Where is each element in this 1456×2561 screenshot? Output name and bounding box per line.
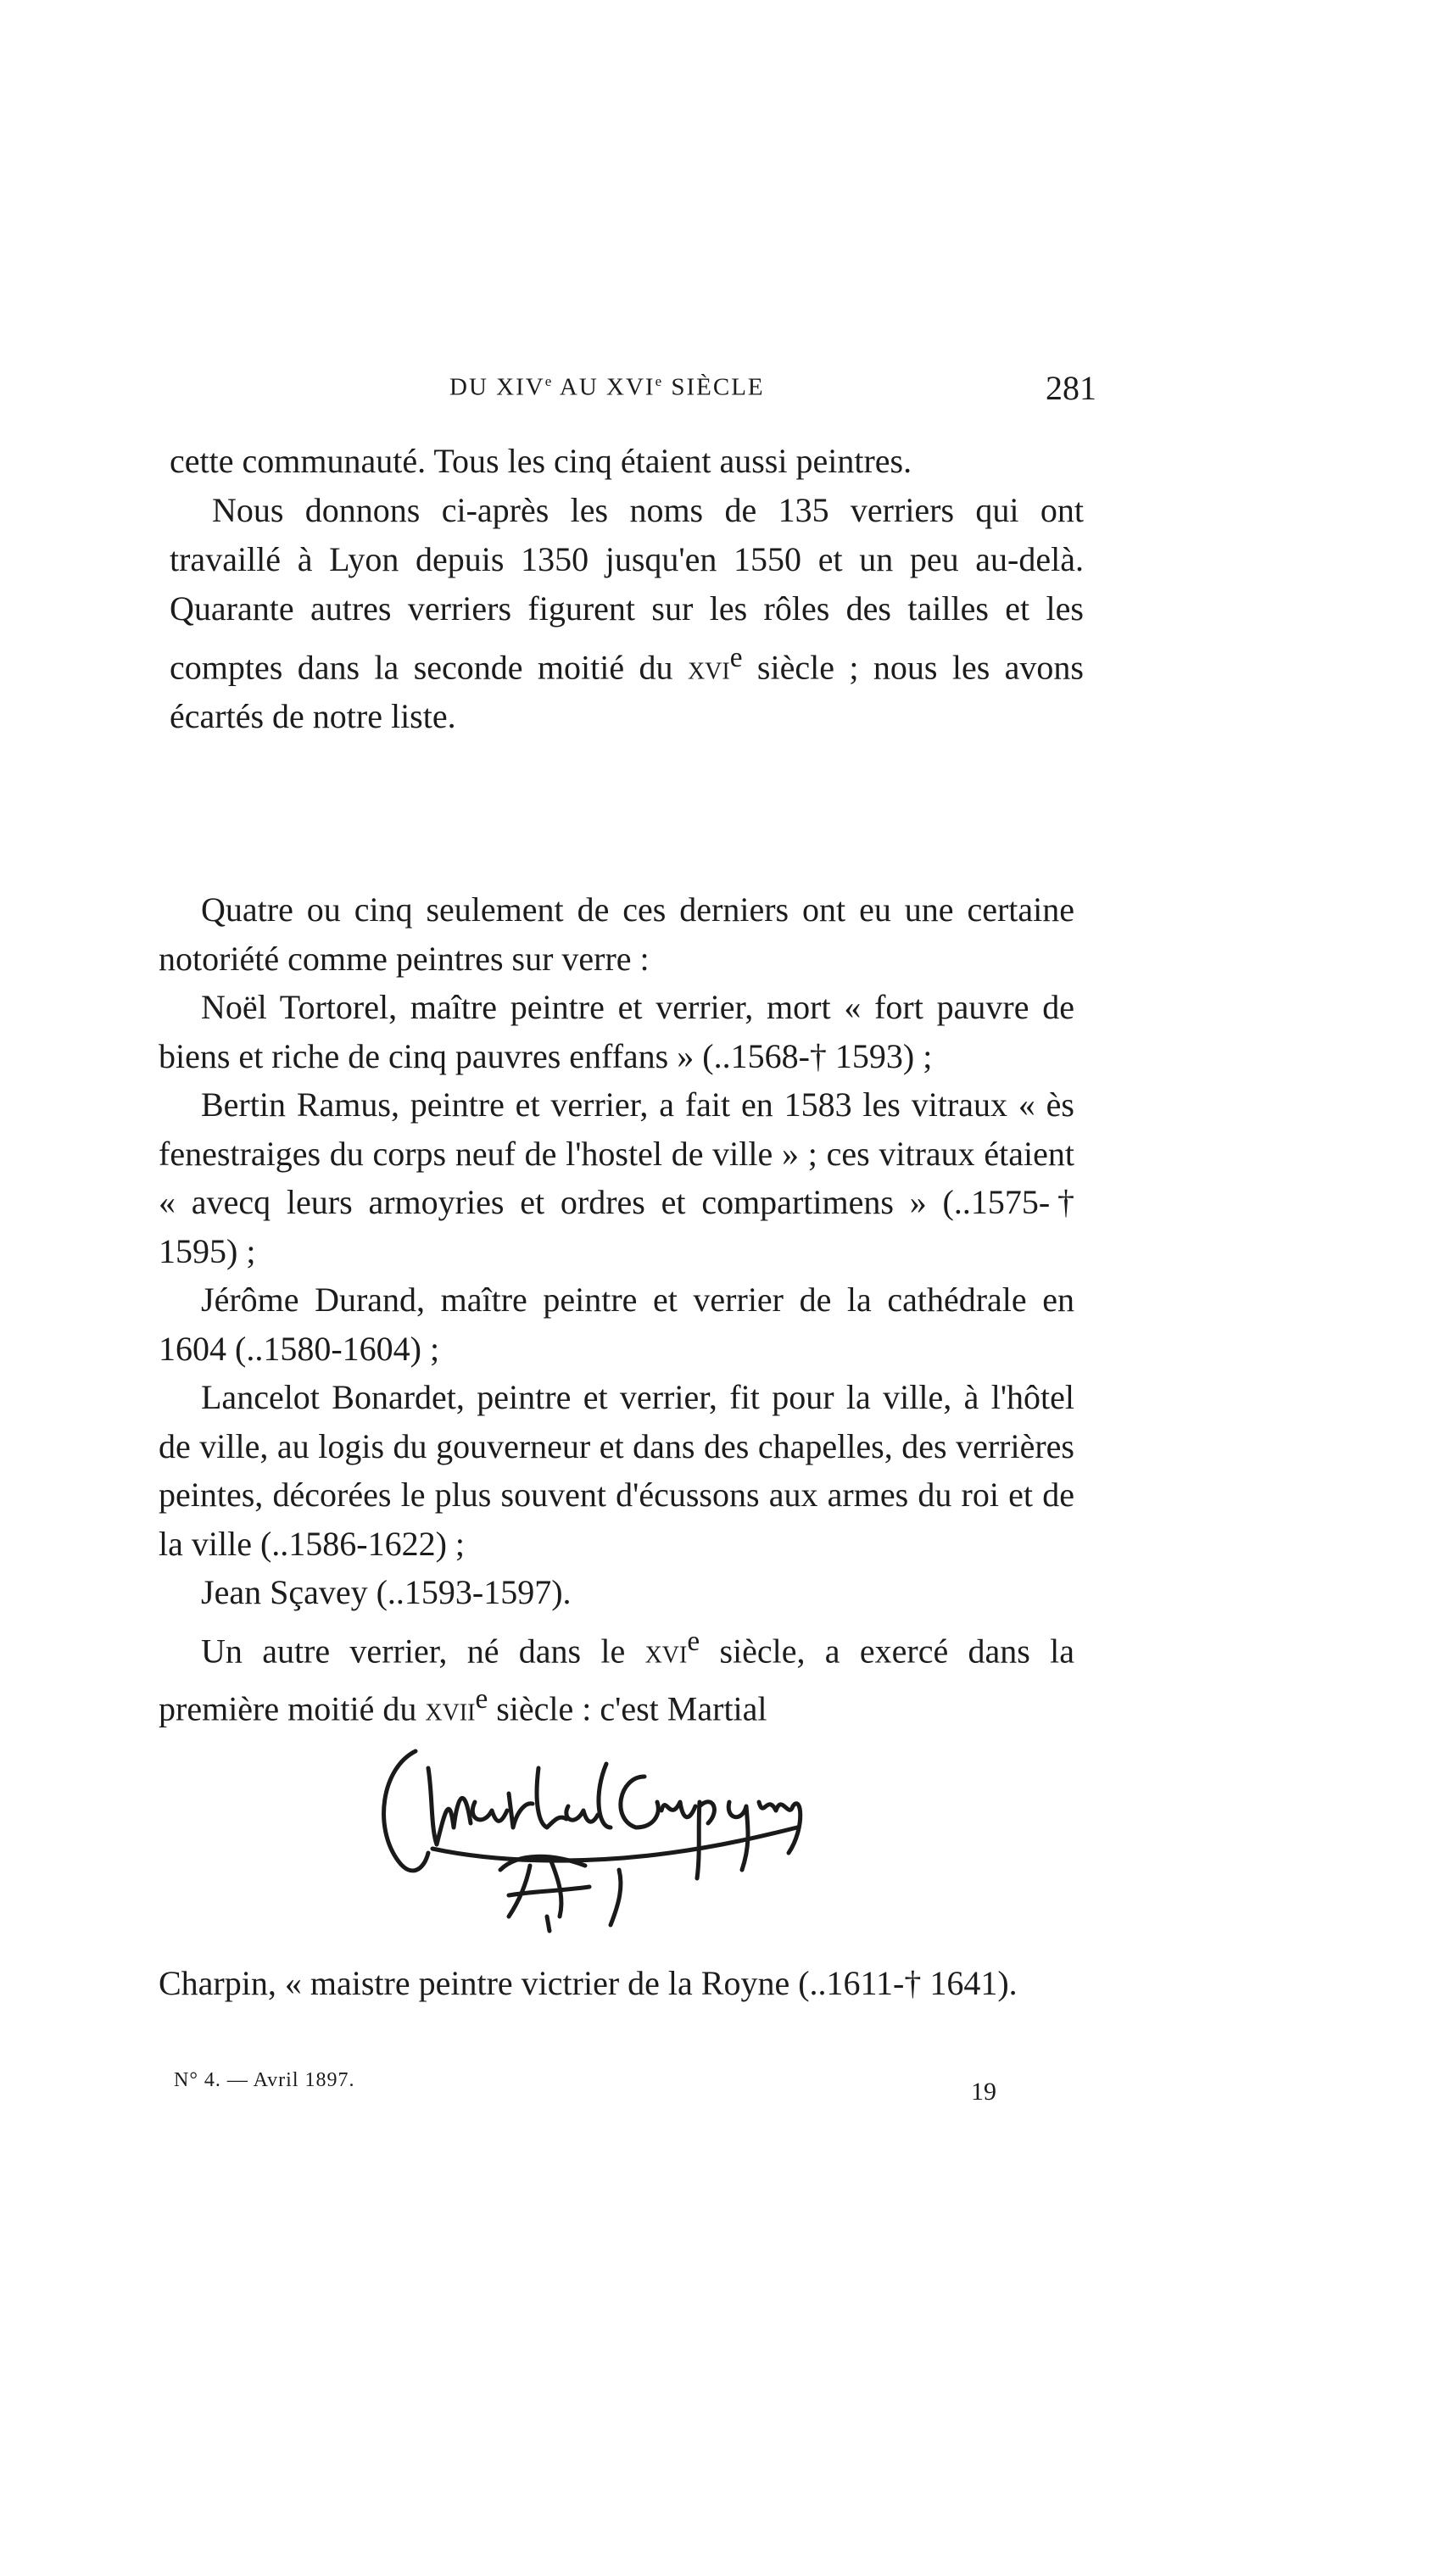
running-title-part: SIÈCLE xyxy=(663,373,765,401)
century-numeral: xvii xyxy=(425,1689,476,1728)
paragraph-text: Un autre verrier, né dans le xyxy=(201,1631,645,1670)
paragraph: Charpin, « maistre peintre victrier de la Royne (..1611-† 1641). xyxy=(159,1964,1018,2002)
century-sup: e xyxy=(475,1683,488,1716)
signature-mark: 19 xyxy=(971,2078,996,2106)
running-title-sup: e xyxy=(544,373,554,389)
signature-drawing xyxy=(365,1743,865,1946)
paragraph: Jérôme Durand, maître peintre et verrier de la cathédrale en 1604 (..1580-1604) ; xyxy=(159,1280,1074,1368)
page-number: 281 xyxy=(1046,369,1096,407)
text-block-top xyxy=(170,437,1084,741)
running-title-sup: e xyxy=(655,373,664,389)
paragraph: Bertin Ramus, peintre et verrier, a fait en 1583 les vitraux « ès fenestraiges du corps neuf de l'hostel de ville » ; ces vitraux étaient « avecq leurs armoyries et ordres et compartimens » (..1575-† 1595) ; xyxy=(159,1085,1074,1270)
paragraph: cette communauté. Tous les cinq étaient aussi peintres. xyxy=(170,442,912,480)
paragraph-text: siècle ; nous les avons écartés de notre liste. xyxy=(170,648,1084,736)
paragraph xyxy=(170,486,1084,741)
paragraph: Noël Tortorel, maître peintre et verrier, mort « fort pauvre de biens et riche de cinq pauvres enffans » (..1568-† 1593) ; xyxy=(159,988,1074,1075)
text-block-bottom xyxy=(159,1959,1068,2008)
paragraph: Jean Sçavey (..1593-1597). xyxy=(201,1573,572,1611)
handwritten-signature xyxy=(365,1743,865,1946)
running-title-part: AU XVI xyxy=(553,373,655,401)
paragraph: Quatre ou cinq seulement de ces derniers ont eu une certaine notoriété comme peintres sur verre : xyxy=(159,890,1074,978)
century-sup: e xyxy=(729,642,743,673)
running-title-part: DU XIV xyxy=(449,373,545,401)
paragraph: Lancelot Bonardet, peintre et verrier, fit pour la ville, à l'hôtel de ville, au logis du gouverneur et dans des chapelles, des verrières peintes, décorées le plus souvent d'écussons aux armes du roi et de la ville (..1586-1622) ; xyxy=(159,1378,1074,1563)
paragraph-text: Nous donnons ci-après les noms de 135 verriers qui ont travaillé à Lyon depuis 1350 jusqu'en 1550 et un peu au-delà. Quarante autres verriers figurent sur les rôles des tailles et les comptes dans la seconde moitié du xyxy=(170,491,1084,687)
century-numeral: xvi xyxy=(687,648,730,687)
running-header xyxy=(161,369,1096,424)
century-numeral: xvi xyxy=(644,1631,688,1670)
paragraph-text: siècle : c'est Martial xyxy=(488,1689,767,1728)
running-title xyxy=(449,373,765,402)
issue-footer: N° 4. — Avril 1897. xyxy=(174,2069,355,2091)
text-block-list xyxy=(159,885,1074,1733)
paragraph xyxy=(159,1617,1074,1734)
paragraph-text: siècle, a exercé dans la première moitié du xyxy=(159,1631,1074,1728)
century-sup: e xyxy=(687,1625,700,1657)
